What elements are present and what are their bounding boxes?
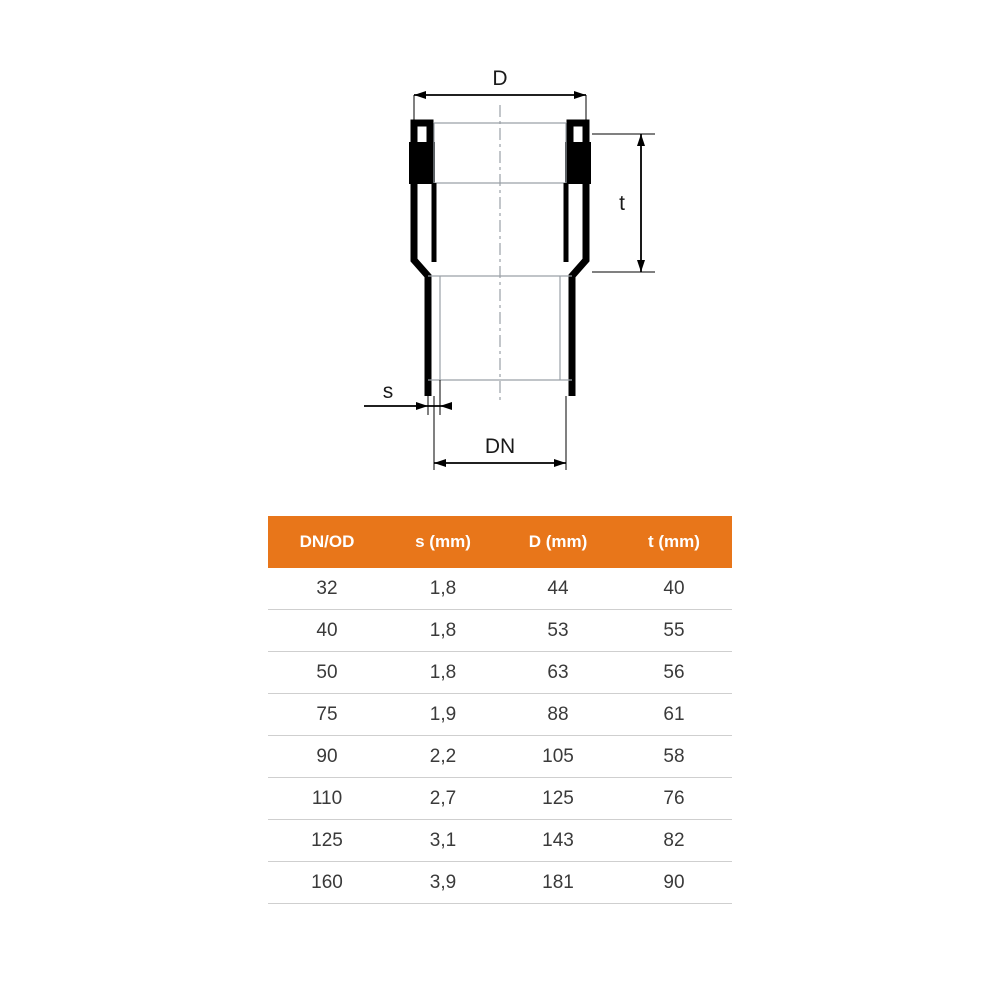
- table-row: [268, 778, 732, 820]
- dimension-label-dn: DN: [484, 435, 516, 458]
- column-header-s: s (mm): [386, 516, 500, 568]
- cell-dn-od: 75: [268, 694, 386, 736]
- table-row: [268, 568, 732, 610]
- cell-d: 63: [500, 652, 616, 694]
- cell-dn-od: 50: [268, 652, 386, 694]
- cell-d: 143: [500, 820, 616, 862]
- cell-s: 2,7: [386, 778, 500, 820]
- cell-dn-od: 90: [268, 736, 386, 778]
- cell-s: 1,8: [386, 652, 500, 694]
- dimension-t: [592, 134, 655, 272]
- table-row: [268, 862, 732, 904]
- specification-table: [268, 516, 732, 904]
- cell-d: 125: [500, 778, 616, 820]
- dimension-label-d: D: [492, 67, 508, 90]
- cell-t: 90: [616, 862, 732, 904]
- cell-s: 1,8: [386, 568, 500, 610]
- dimension-s: [364, 380, 452, 415]
- cell-s: 2,2: [386, 736, 500, 778]
- table-row: [268, 652, 732, 694]
- column-header-t: t (mm): [616, 516, 732, 568]
- cell-dn-od: 40: [268, 610, 386, 652]
- cell-dn-od: 110: [268, 778, 386, 820]
- cell-d: 53: [500, 610, 616, 652]
- cell-d: 105: [500, 736, 616, 778]
- cell-dn-od: 32: [268, 568, 386, 610]
- table-row: [268, 736, 732, 778]
- cell-t: 58: [616, 736, 732, 778]
- cell-s: 3,9: [386, 862, 500, 904]
- cell-s: 1,9: [386, 694, 500, 736]
- cell-dn-od: 125: [268, 820, 386, 862]
- cell-s: 3,1: [386, 820, 500, 862]
- cell-d: 88: [500, 694, 616, 736]
- table-row: [268, 820, 732, 862]
- cell-t: 82: [616, 820, 732, 862]
- cell-t: 40: [616, 568, 732, 610]
- column-header-dn-od: DN/OD: [268, 516, 386, 568]
- dimension-label-s: s: [382, 380, 394, 403]
- dimension-dn: [434, 396, 566, 470]
- column-header-d: D (mm): [500, 516, 616, 568]
- cell-t: 61: [616, 694, 732, 736]
- cell-t: 76: [616, 778, 732, 820]
- cell-t: 56: [616, 652, 732, 694]
- table-row: [268, 694, 732, 736]
- table-header-row: [268, 516, 732, 568]
- dimension-label-t: t: [619, 192, 625, 215]
- cell-d: 181: [500, 862, 616, 904]
- table-row: [268, 610, 732, 652]
- cell-d: 44: [500, 568, 616, 610]
- cell-dn-od: 160: [268, 862, 386, 904]
- cell-s: 1,8: [386, 610, 500, 652]
- cell-t: 55: [616, 610, 732, 652]
